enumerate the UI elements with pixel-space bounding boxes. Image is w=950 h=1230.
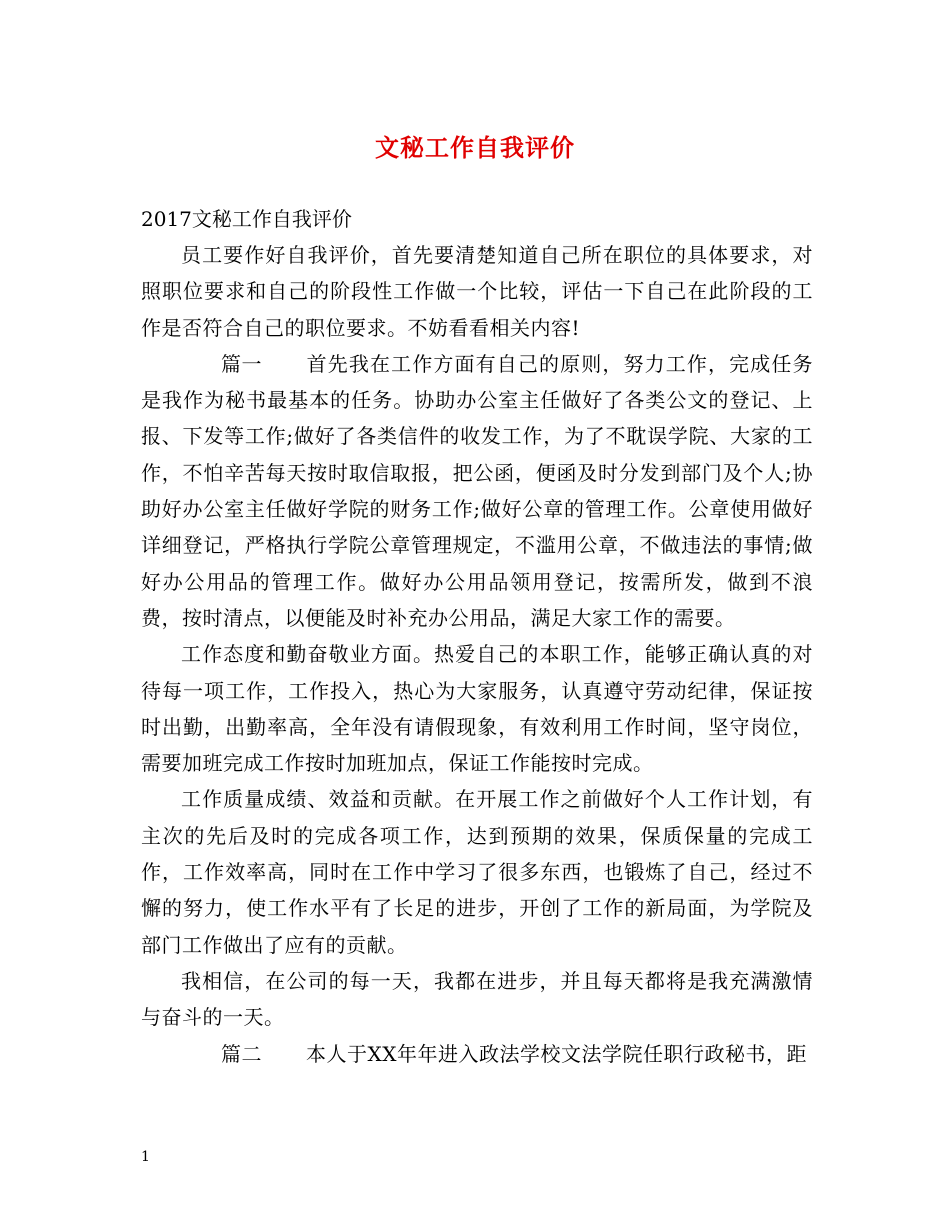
document-body (141, 237, 813, 1072)
paragraph (141, 781, 813, 962)
document-title: 文秘工作自我评价 (375, 133, 575, 162)
paragraph-text: 本人于XX年年进入政法学校文法学院任职行政秘书，距 (306, 1041, 807, 1066)
document-subtitle: 2017文秘工作自我评价 (141, 207, 352, 231)
section-label: 篇一 (221, 351, 262, 376)
paragraph-text: 员工要作好自我评价，首先要清楚知道自己所在职位的具体要求，对照职位要求和自己的阶段性工作做一个比较，评估一下自己在此阶段的工作是否符合自己的职位要求。不妨看看相关内容! (141, 243, 813, 340)
paragraph-text: 工作质量成绩、效益和贡献。在开展工作之前做好个人工作计划，有主次的先后及时的完成各项工作，达到预期的效果，保质保量的完成工作，工作效率高，同时在工作中学习了很多东西，也锻炼了自己，经过不懈的努力，使工作水平有了长足的进步，开创了工作的新局面，为学院及部门工作做出了应有的贡献。 (141, 787, 813, 957)
paragraph-text: 工作态度和勤奋敬业方面。热爱自己的本职工作，能够正确认真的对待每一项工作，工作投入，热心为大家服务，认真遵守劳动纪律，保证按时出勤，出勤率高，全年没有请假现象，有效利用工作时间，坚守岗位，需要加班完成工作按时加班加点，保证工作能按时完成。 (141, 642, 813, 776)
paragraph-text: 我相信，在公司的每一天，我都在进步，并且每天都将是我充满激情与奋斗的一天。 (141, 968, 813, 1030)
paragraph-text: 首先我在工作方面有自己的原则，努力工作，完成任务是我作为秘书最基本的任务。协助办公室主任做好了各类公文的登记、上报、下发等工作;做好了各类信件的收发工作，为了不耽误学院、大家的工作，不怕辛苦每天按时取信取报，把公函，便函及时分发到部门及个人;协助好办公室主任做好学院的财务工作;做好公章的管理工作。公章使用做好详细登记，严格执行学院公章管理规定，不滥用公章，不做违法的事情;做好办公用品的管理工作。做好办公用品领用登记，按需所发，做到不浪费，按时清点，以便能及时补充办公用品，满足大家工作的需要。 (141, 351, 813, 630)
paragraph (141, 636, 813, 781)
paragraph (141, 237, 813, 346)
section-label: 篇二 (221, 1041, 262, 1066)
paragraph (141, 346, 813, 636)
paragraph (141, 963, 813, 1036)
paragraph (141, 1036, 813, 1072)
page-number: 1 (141, 1149, 150, 1165)
